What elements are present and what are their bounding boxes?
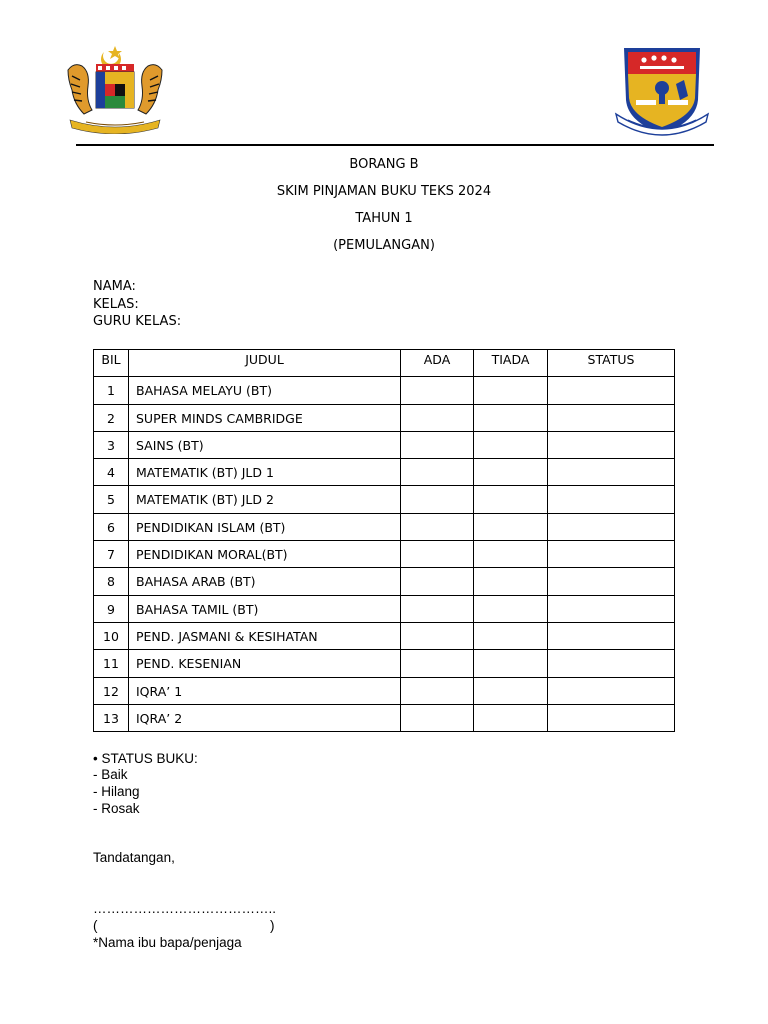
table-row	[94, 404, 675, 431]
cell-bil: 13	[94, 704, 129, 731]
cell-bil: 4	[94, 459, 129, 486]
table-row	[94, 431, 675, 458]
status-item-hilang: - Hilang	[93, 784, 140, 799]
cell-judul: PEND. JASMANI & KESIHATAN	[129, 622, 401, 649]
cell-ada[interactable]	[401, 377, 474, 404]
cell-judul: SAINS (BT)	[129, 431, 401, 458]
cell-ada[interactable]	[401, 595, 474, 622]
signature-name-line: ( )	[93, 918, 275, 933]
cell-judul: PEND. KESENIAN	[129, 650, 401, 677]
cell-bil: 6	[94, 513, 129, 540]
cell-status[interactable]	[548, 541, 675, 568]
cell-ada[interactable]	[401, 513, 474, 540]
cell-ada[interactable]	[401, 431, 474, 458]
cell-tiada[interactable]	[474, 377, 548, 404]
nama-field: NAMA:	[93, 279, 136, 294]
signature-line: …………………………………..	[93, 901, 277, 916]
cell-status[interactable]	[548, 568, 675, 595]
cell-judul: PENDIDIKAN MORAL(BT)	[129, 541, 401, 568]
table-row	[94, 595, 675, 622]
cell-judul: IQRA’ 1	[129, 677, 401, 704]
cell-status[interactable]	[548, 431, 675, 458]
coat-of-arms-logo	[62, 42, 168, 134]
cell-bil: 2	[94, 404, 129, 431]
header-ada: ADA	[401, 350, 474, 377]
cell-bil: 5	[94, 486, 129, 513]
signature-label: Tandatangan,	[93, 850, 175, 865]
cell-tiada[interactable]	[474, 459, 548, 486]
cell-status[interactable]	[548, 404, 675, 431]
guru-kelas-field: GURU KELAS:	[93, 314, 182, 329]
cell-tiada[interactable]	[474, 486, 548, 513]
cell-tiada[interactable]	[474, 595, 548, 622]
cell-bil: 1	[94, 377, 129, 404]
table-row	[94, 541, 675, 568]
cell-judul: BAHASA ARAB (BT)	[129, 568, 401, 595]
cell-judul: BAHASA TAMIL (BT)	[129, 595, 401, 622]
cell-judul: BAHASA MELAYU (BT)	[129, 377, 401, 404]
cell-ada[interactable]	[401, 704, 474, 731]
table-row	[94, 568, 675, 595]
status-item-baik: - Baik	[93, 767, 128, 782]
header-status: STATUS	[548, 350, 675, 377]
cell-ada[interactable]	[401, 622, 474, 649]
cell-bil: 12	[94, 677, 129, 704]
cell-tiada[interactable]	[474, 622, 548, 649]
cell-tiada[interactable]	[474, 650, 548, 677]
cell-bil: 8	[94, 568, 129, 595]
cell-judul: MATEMATIK (BT) JLD 1	[129, 459, 401, 486]
cell-status[interactable]	[548, 377, 675, 404]
signature-caption: *Nama ibu bapa/penjaga	[93, 935, 242, 950]
cell-ada[interactable]	[401, 650, 474, 677]
cell-ada[interactable]	[401, 404, 474, 431]
cell-ada[interactable]	[401, 459, 474, 486]
cell-status[interactable]	[548, 513, 675, 540]
table-row	[94, 377, 675, 404]
cell-tiada[interactable]	[474, 404, 548, 431]
cell-bil: 9	[94, 595, 129, 622]
cell-ada[interactable]	[401, 486, 474, 513]
cell-tiada[interactable]	[474, 677, 548, 704]
cell-judul: IQRA’ 2	[129, 704, 401, 731]
cell-tiada[interactable]	[474, 541, 548, 568]
header-bil: BIL	[94, 350, 129, 377]
table-row	[94, 513, 675, 540]
cell-bil: 3	[94, 431, 129, 458]
form-title: BORANG B	[349, 157, 419, 172]
cell-tiada[interactable]	[474, 431, 548, 458]
cell-tiada[interactable]	[474, 568, 548, 595]
cell-ada[interactable]	[401, 541, 474, 568]
status-heading: • STATUS BUKU:	[93, 751, 198, 766]
scheme-title: SKIM PINJAMAN BUKU TEKS 2024	[276, 184, 492, 199]
table-row	[94, 486, 675, 513]
cell-ada[interactable]	[401, 568, 474, 595]
cell-bil: 7	[94, 541, 129, 568]
header-divider	[76, 144, 714, 146]
table-row	[94, 704, 675, 731]
cell-tiada[interactable]	[474, 704, 548, 731]
cell-bil: 10	[94, 622, 129, 649]
header-tiada: TIADA	[474, 350, 548, 377]
book-return-table	[93, 349, 675, 732]
header-judul: JUDUL	[129, 350, 401, 377]
table-row	[94, 622, 675, 649]
kelas-field: KELAS:	[93, 297, 139, 312]
table-row	[94, 677, 675, 704]
cell-judul: PENDIDIKAN ISLAM (BT)	[129, 513, 401, 540]
cell-status[interactable]	[548, 677, 675, 704]
school-crest-logo	[610, 44, 714, 136]
table-row	[94, 650, 675, 677]
cell-judul: SUPER MINDS CAMBRIDGE	[129, 404, 401, 431]
cell-status[interactable]	[548, 650, 675, 677]
table-header-row	[94, 350, 675, 377]
cell-ada[interactable]	[401, 677, 474, 704]
cell-tiada[interactable]	[474, 513, 548, 540]
cell-bil: 11	[94, 650, 129, 677]
cell-status[interactable]	[548, 704, 675, 731]
table-row	[94, 459, 675, 486]
cell-status[interactable]	[548, 486, 675, 513]
return-title: (PEMULANGAN)	[333, 238, 435, 253]
cell-judul: MATEMATIK (BT) JLD 2	[129, 486, 401, 513]
cell-status[interactable]	[548, 595, 675, 622]
cell-status[interactable]	[548, 622, 675, 649]
year-title: TAHUN 1	[355, 211, 413, 226]
status-item-rosak: - Rosak	[93, 801, 140, 816]
cell-status[interactable]	[548, 459, 675, 486]
